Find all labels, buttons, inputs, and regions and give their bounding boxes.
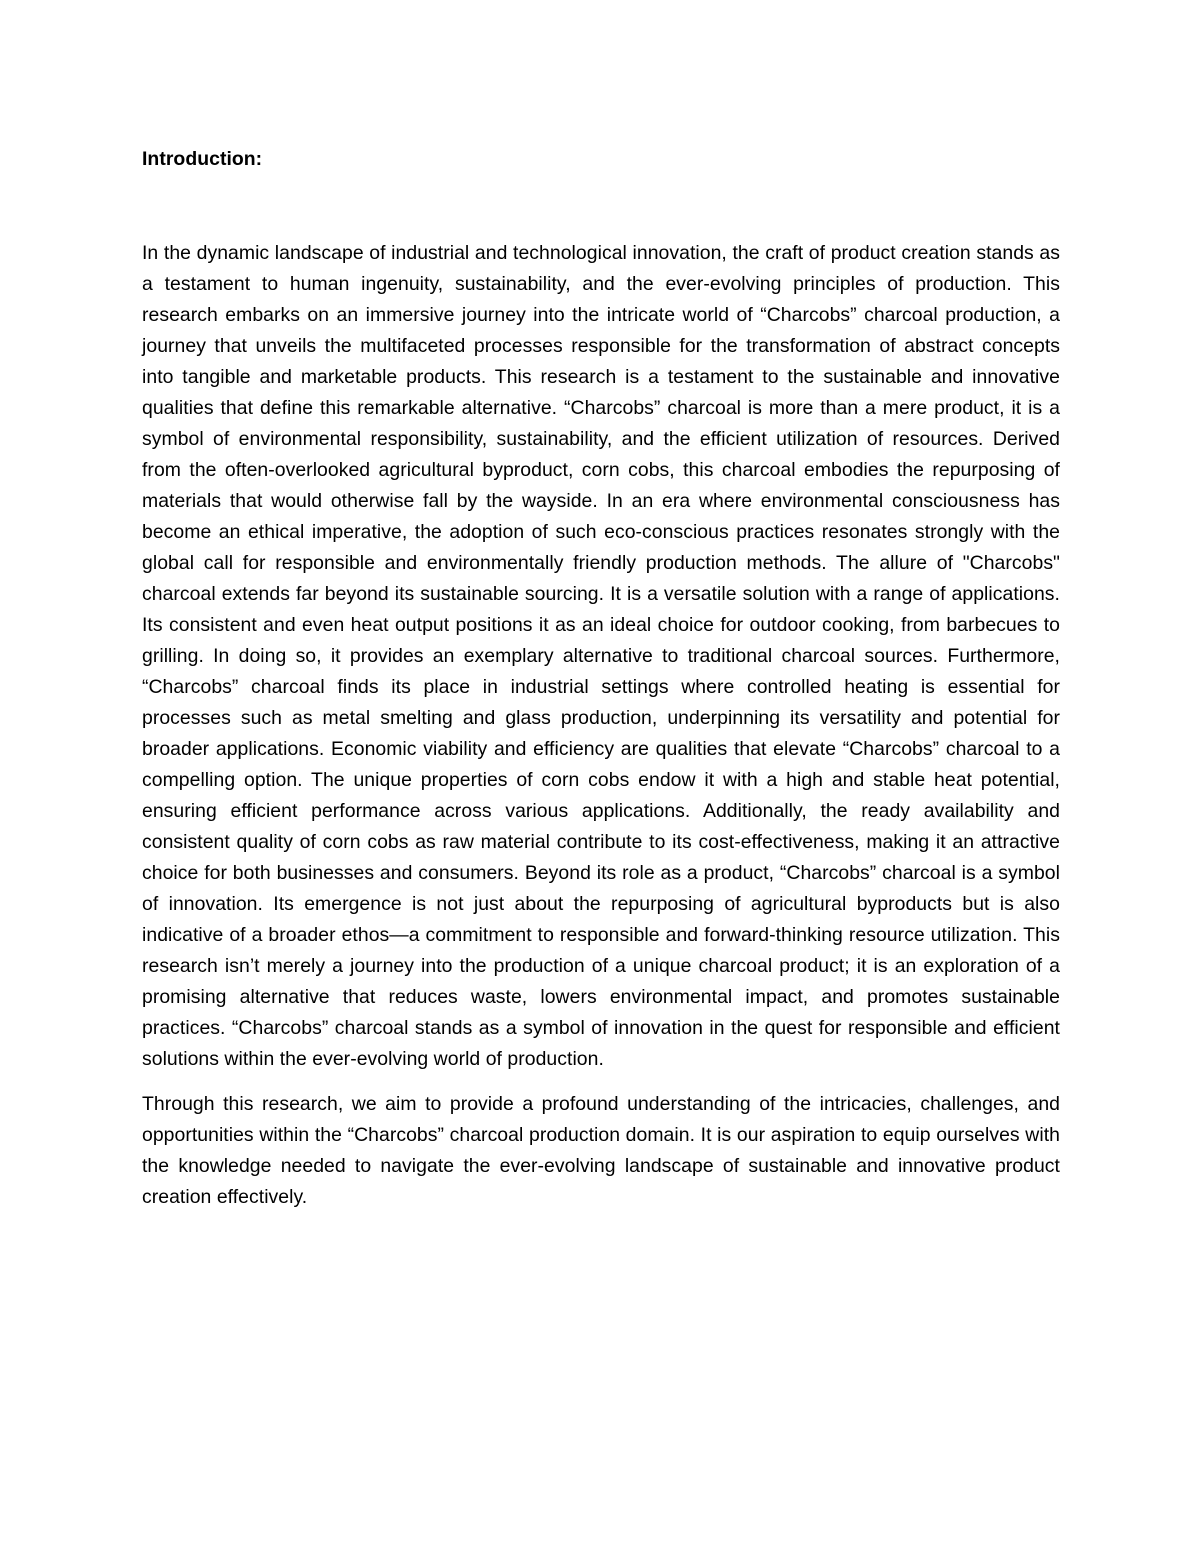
paragraph-research-aim: Through this research, we aim to provide a profound understanding of the intricacies, challenges, and opportunities within the “Charcobs” charcoal production domain. It is our aspiration to equip ourselves with the knowledge needed to navigate the ever-evolving landscape of sustainable and innovative product creation effectively.: [142, 1093, 1060, 1208]
document-body: [142, 144, 1060, 1227]
section-heading: Introduction:: [142, 148, 263, 170]
paragraph-introduction: In the dynamic landscape of industrial and technological innovation, the craft of product creation stands as a testament to human ingenuity, sustainability, and the ever-evolving principles of production. This research embarks on an immersive journey into the intricate world of “Charcobs” charcoal production, a journey that unveils the multifaceted processes responsible for the transformation of abstract concepts into tangible and marketable products. This research is a testament to the sustainable and innovative qualities that define this remarkable alternative. “Charcobs” charcoal is more than a mere product, it is a symbol of environmental responsibility, sustainability, and the efficient utilization of resources. Derived from the often-overlooked agricultural byproduct, corn cobs, this charcoal embodies the repurposing of materials that would otherwise fall by the wayside. In an era where environmental consciousness has become an ethical imperative, the adoption of such eco-conscious practices resonates strongly with the global call for responsible and environmentally friendly production methods. The allure of "Charcobs" charcoal extends far beyond its sustainable sourcing. It is a versatile solution with a range of applications. Its consistent and even heat output positions it as an ideal choice for outdoor cooking, from barbecues to grilling. In doing so, it provides an exemplary alternative to traditional charcoal sources. Furthermore, “Charcobs” charcoal finds its place in industrial settings where controlled heating is essential for processes such as metal smelting and glass production, underpinning its versatility and potential for broader applications. Economic viability and efficiency are qualities that elevate “Charcobs” charcoal to a compelling option. The unique properties of corn cobs endow it with a high and stable heat potential, ensuring efficient performance across various applications. Additionally, the ready availability and consistent quality of corn cobs as raw material contribute to its cost-effectiveness, making it an attractive choice for both businesses and consumers. Beyond its role as a product, “Charcobs” charcoal is a symbol of innovation. Its emergence is not just about the repurposing of agricultural byproducts but is also indicative of a broader ethos—a commitment to responsible and forward-thinking resource utilization. This research isn’t merely a journey into the production of a unique charcoal product; it is an exploration of a promising alternative that reduces waste, lowers environmental impact, and promotes sustainable practices. “Charcobs” charcoal stands as a symbol of innovation in the quest for responsible and efficient solutions within the ever-evolving world of production.: [142, 242, 1060, 1070]
